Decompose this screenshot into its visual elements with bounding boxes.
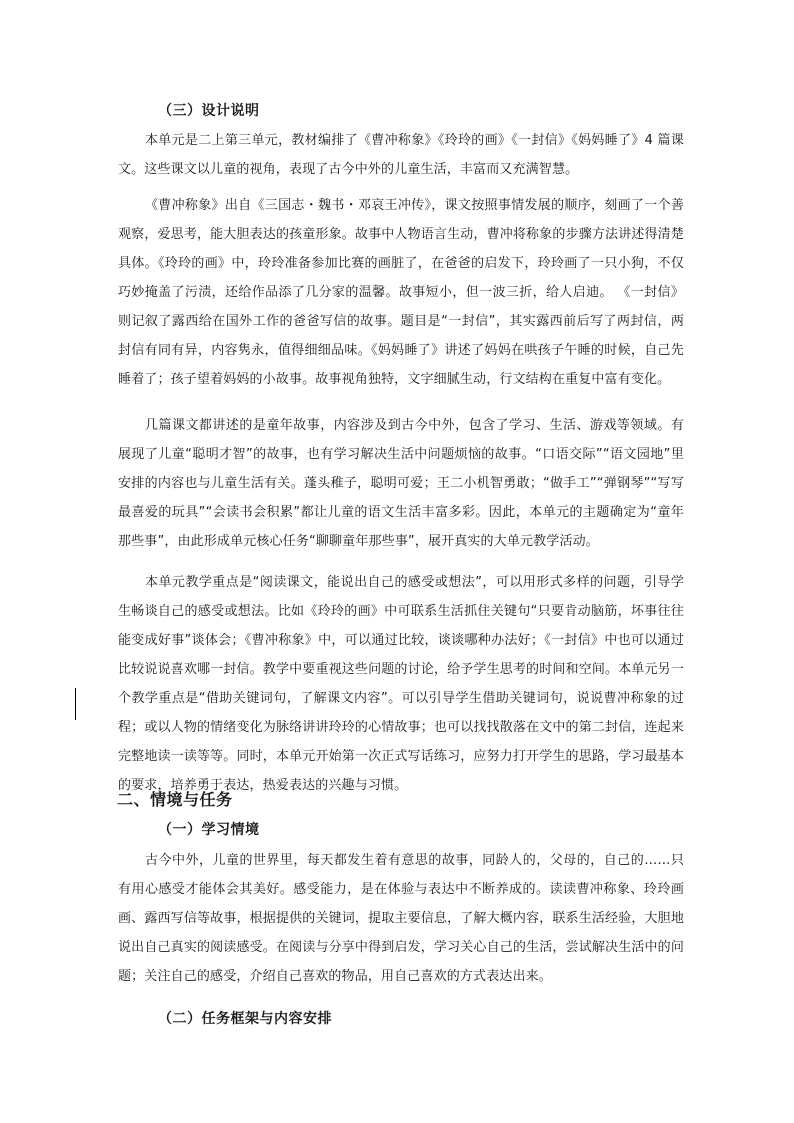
design-paragraph-1: 本单元是二上第三单元，教材编排了《曹冲称象》《玲玲的画》《一封信》《妈妈睡了》4 篇课文。这些课文以儿童的视角，表现了古今中外的儿童生活，丰富而又充满智慧。 xyxy=(118,133,684,177)
task-framework-heading: （二）任务框架与内容安排 xyxy=(158,1011,332,1027)
situation-task-heading: 二、情境与任务 xyxy=(117,790,233,809)
design-paragraph-4: 本单元教学重点是“阅读课文，能说出自己的感受或想法”，可以用形式多样的问题，引导学生畅谈自己的感受或想法。比如《玲玲的画》中可联系生活抓住关键句“只要肯动脑筋，坏事往往能变成好事”谈体会；《曹冲称象》中，可以通过比较，谈谈哪种办法好；《一封信》中也可以通过比较说说喜欢哪一封信。教学中要重视这些问题的讨论，给予学生思考的时间和空间。本单元另一个教学重点是“借助关键词句，了解课文内容”。可以引导学生借助关键词句，说说曹冲称象的过程；或以人物的情绪变化为脉络讲讲玲玲的心情故事；也可以找找散落在文中的第二封信，连起来完整地读一读等等。同时，本单元开始第一次正式写话练习，应努力打开学生的思路，学习最基本的要求，培养勇于表达，热爱表达的兴趣与习惯。 xyxy=(118,575,684,793)
design-paragraph-3: 几篇课文都讲述的是童年故事，内容涉及到古今中外，包含了学习、生活、游戏等领域。有展现了儿童“聪明才智”的故事，也有学习解决生活中问题烦恼的故事。“口语交际”“语文园地”里安排的内容也与儿童生活有关。蓬头稚子，聪明可爱；王二小机智勇敢；“做手工”“弹钢琴”“写写最喜爱的玩具”“会读书会积累”都让儿童的语文生活丰富多彩。因此，本单元的主题确定为“童年那些事”，由此形成单元核心任务“聊聊童年那些事”，展开真实的大单元教学活动。 xyxy=(118,418,684,549)
text-cursor-mark xyxy=(75,688,76,720)
design-paragraph-2: 《曹冲称象》出自《三国志・魏书・邓哀王冲传》，课文按照事情发展的顺序，刻画了一个善观察，爱思考，能大胆表达的孩童形象。故事中人物语言生动，曹冲将称象的步骤方法讲述得清楚具体。《玲玲的画》中，玲玲准备参加比赛的画脏了，在爸爸的启发下，玲玲画了一只小狗，不仅巧妙掩盖了污渍，还给作品添了几分家的温馨。故事短小，但一波三折，给人启迪。 《一封信》则记叙了露西给在国外工作的爸爸写信的故事。题目是“一封信”，其实露西前后写了两封信，两封信有同有异，内容隽永，值得细细品味。《妈妈睡了》讲述了妈妈在哄孩子午睡的时候，自己先睡着了；孩子望着妈妈的小故事。故事视角独特，文字细腻生动，行文结构在重复中富有变化。 xyxy=(118,198,684,387)
learning-situation-heading: （一）学习情境 xyxy=(158,822,260,838)
situation-paragraph: 古今中外，儿童的世界里，每天都发生着有意思的故事，同龄人的，父母的，自己的……只有用心感受才能体会其美好。感受能力，是在体验与表达中不断养成的。读读曹冲称象、玲玲画画、露西写信等故事，根据提供的关键词，提取主要信息，了解大概内容，联系生活经验，大胆地说出自己真实的阅读感受。在阅读与分享中得到启发，学习关心自己的生活，尝试解决生活中的问题；关注自己的感受，介绍自己喜欢的物品，用自己喜欢的方式表达出来。 xyxy=(118,853,684,984)
design-notes-heading: （三）设计说明 xyxy=(158,103,260,119)
